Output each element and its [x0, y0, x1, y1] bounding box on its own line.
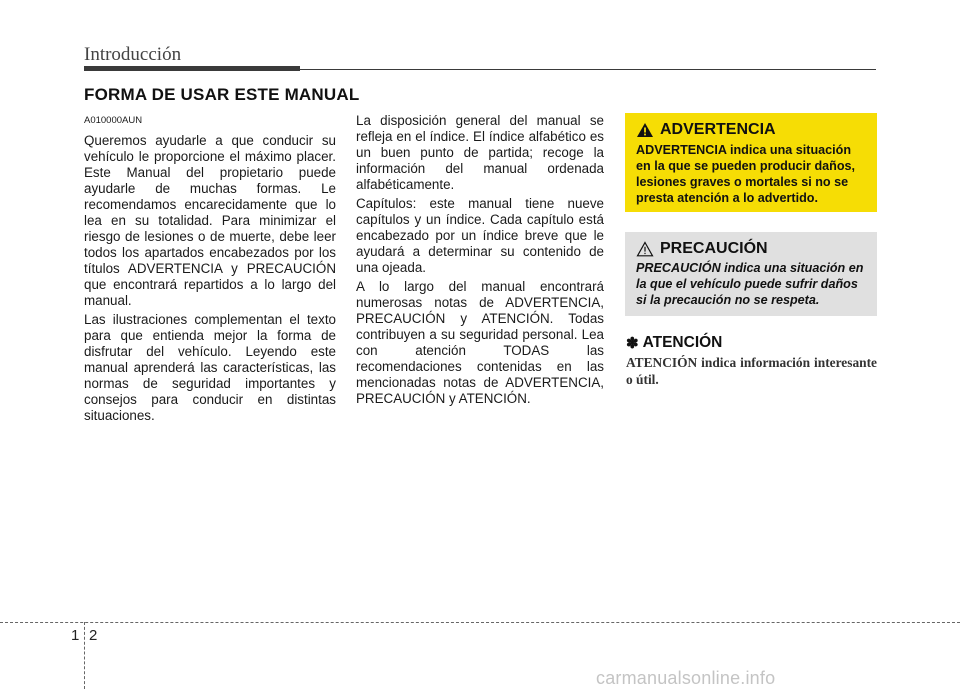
asterisk-icon: ✽	[626, 335, 639, 352]
watermark: carmanualsonline.info	[596, 668, 776, 688]
paragraph: Las ilustraciones complementan el texto para que entienda mejor la forma de disfrutar del vehículo. Leyendo este manual aprenderá las características, las normas de seguridad importantes y consejos para conducir en distintas situaciones.	[84, 312, 336, 423]
caution-title: PRECAUCIÓN	[660, 240, 768, 257]
caution-triangle-icon	[636, 241, 654, 257]
footer-rule	[0, 622, 960, 623]
caution-header	[636, 240, 867, 258]
section-code: A010000AUN	[84, 115, 143, 126]
attention-title: ATENCIÓN	[642, 334, 723, 351]
header-title: Introducción	[84, 44, 182, 65]
text-column-1	[84, 113, 336, 427]
header-rule-thin	[300, 69, 876, 70]
warning-box	[625, 113, 877, 212]
warning-triangle-icon	[636, 122, 654, 138]
text-column-2	[356, 113, 604, 410]
caution-box	[625, 232, 877, 316]
paragraph: Capítulos: este manual tiene nueve capítulos y un índice. Cada capítulo está encabezado por un índice breve que le ayudará a determinar su contenido de una ojeada.	[356, 196, 604, 275]
paragraph: A lo largo del manual encontrará numerosas notas de ADVERTENCIA, PRECAUCIÓN y ATENCIÓN. Todas contribuyen a su seguridad personal. Lea con atención TODAS las recomendaciones contenidas en las mencionadas notas de ADVERTENCIA, PRECAUCIÓN y ATENCIÓN.	[356, 279, 604, 406]
caution-text: PRECAUCIÓN indica una situación en la que el vehículo puede sufrir daños si la precaución no se respeta.	[636, 261, 864, 307]
header-rule-thick	[84, 66, 300, 71]
paragraph: La disposición general del manual se refleja en el índice. El índice alfabético es un buen punto de partida; recoge la información del manual ordenada alfabéticamente.	[356, 113, 604, 192]
warning-text: ADVERTENCIA indica una situación en la que se pueden producir daños, lesiones graves o mortales si no se presta atención a lo advertido.	[636, 143, 856, 205]
page-number: 2	[89, 627, 98, 644]
paragraph: Queremos ayudarle a que conducir su vehículo le proporcione el máximo placer. Este Manual del propietario puede ayudarle de muchas formas. Le recomendamos encarecidamente que lo lea en su totalidad. Para minimizar el riesgo de lesiones o de muerte, debe leer todos los apartados encabezados por los títulos ADVERTENCIA y PRECAUCIÓN que encontrará repartidos a lo largo del manual.	[84, 133, 336, 308]
section-title: FORMA DE USAR ESTE MANUAL	[84, 85, 360, 104]
attention-text: ATENCIÓN indica información interesante o útil.	[626, 355, 877, 387]
warning-header	[636, 121, 867, 139]
footer-divider	[84, 622, 85, 689]
chapter-number: 1	[71, 627, 80, 644]
warning-title: ADVERTENCIA	[660, 121, 776, 138]
attention-header	[626, 334, 722, 352]
